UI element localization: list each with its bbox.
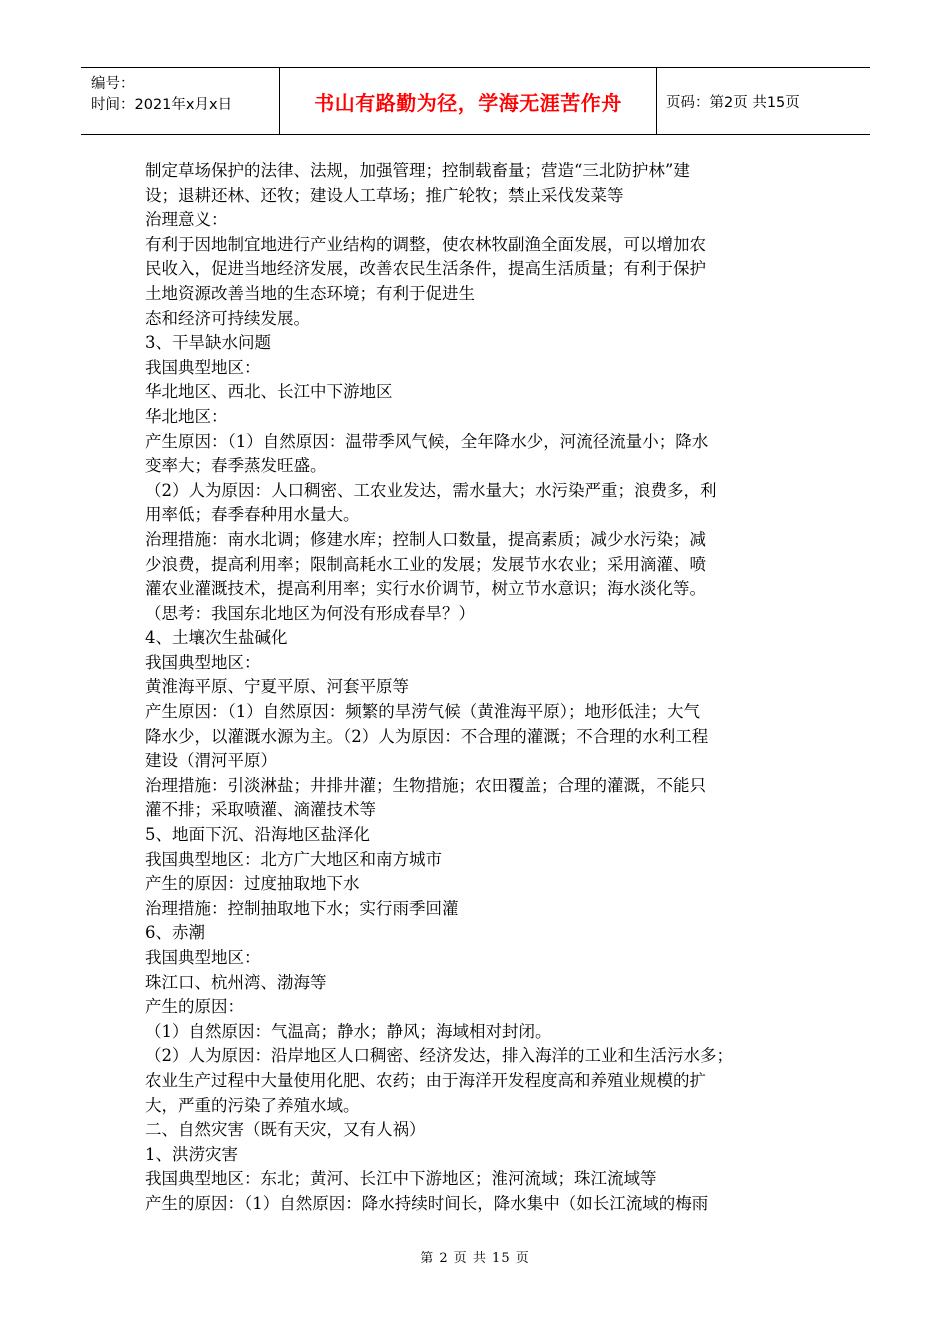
body-line: 农业生产过程中大量使用化肥、农药；由于海洋开发程度高和养殖业规模的扩 [145, 1070, 706, 1090]
body-line: 态和经济可持续发展。 [145, 308, 310, 328]
body-line: 治理措施：控制抽取地下水；实行雨季回灌 [145, 898, 459, 918]
body-line: 珠江口、杭州湾、渤海等 [145, 972, 327, 992]
body-line: 灌不排；采取喷灌、滴灌技术等 [145, 800, 376, 820]
body-line: 有利于因地制宜地进行产业结构的调整，使农林牧副渔全面发展，可以增加农 [145, 234, 706, 254]
header-divider [656, 68, 657, 134]
body-line: 产生的原因：过度抽取地下水 [145, 874, 360, 894]
body-line: 华北地区： [145, 406, 228, 426]
body-line: 设；退耕还林、还牧；建设人工草场；推广轮牧；禁止采伐发菜等 [145, 185, 624, 205]
header-meta [91, 74, 281, 116]
body-line: 我国典型地区： [145, 357, 261, 377]
date-label: 时间：2021年x月x日 [91, 97, 233, 113]
body-line: 我国典型地区：东北；黄河、长江中下游地区；淮河流域；珠江流域等 [145, 1169, 657, 1189]
body-line: 降水少，以灌溉水源为主。（2）人为原因：不合理的灌溉；不合理的水利工程 [145, 726, 709, 746]
body-line: 土地资源改善当地的生态环境；有利于促进生 [145, 283, 475, 303]
page-header [81, 67, 870, 135]
body-line: 产生原因：（1）自然原因：频繁的旱涝气候（黄淮海平原）；地形低洼；大气 [145, 702, 700, 722]
body-line: 民收入，促进当地经济发展，改善农民生活条件，提高生活质量；有利于保护 [145, 259, 706, 279]
body-line: 灌农业灌溉技术，提高利用率；实行水价调节，树立节水意识；海水淡化等。 [145, 579, 706, 599]
document-body [145, 159, 810, 1217]
body-line: 华北地区、西北、长江中下游地区 [145, 382, 393, 402]
body-line: 产生原因：（1）自然原因：温带季风气候，全年降水少，河流径流量小；降水 [145, 431, 709, 451]
header-page-info: 页码：第2页 共15页 [666, 94, 800, 111]
header-motto: 书山有路勤为径，学海无涯苦作舟 [314, 90, 622, 115]
body-line: 5、地面下沉、沿海地区盐泽化 [145, 825, 370, 845]
body-line: 黄淮海平原、宁夏平原、河套平原等 [145, 677, 409, 697]
body-line: 3、干旱缺水问题 [145, 333, 271, 353]
body-line: （思考：我国东北地区为何没有形成春旱？） [145, 603, 475, 623]
body-line: （2）人为原因：人口稠密、工农业发达，需水量大；水污染严重；浪费多，利 [145, 480, 717, 500]
body-line: 我国典型地区： [145, 948, 261, 967]
serial-label: 编号： [91, 76, 135, 92]
body-line: 治理措施：引淡淋盐；井排井灌；生物措施；农田覆盖；合理的灌溉，不能只 [145, 775, 706, 795]
body-line: 制定草场保护的法律、法规，加强管理；控制载畜量；营造“三北防护林”建 [145, 161, 690, 180]
body-line: 二、自然灾害（既有天灾，又有人祸） [145, 1120, 426, 1140]
body-line: （2）人为原因：沿岸地区人口稠密、经济发达，排入海洋的工业和生活污水多； [145, 1046, 733, 1066]
body-line: 建设（渭河平原） [145, 751, 277, 771]
body-line: 产生的原因：（1）自然原因：降水持续时间长，降水集中（如长江流域的梅雨 [145, 1193, 709, 1213]
body-line: 我国典型地区：北方广大地区和南方城市 [145, 849, 442, 869]
body-line: 大，严重的污染了养殖水域。 [145, 1095, 360, 1115]
body-line: 治理措施：南水北调；修建水库；控制人口数量，提高素质；减少水污染；减 [145, 529, 706, 549]
body-line: 1、洪涝灾害 [145, 1144, 238, 1164]
body-line: 用率低；春季春种用水量大。 [145, 505, 360, 525]
body-line: 4、土壤次生盐碱化 [145, 628, 288, 648]
body-line: 我国典型地区： [145, 652, 261, 672]
body-line: 产生的原因： [145, 997, 244, 1017]
page-footer: 第 2 页 共 15 页 [420, 1251, 530, 1266]
body-line: 6、赤潮 [145, 923, 205, 943]
body-line: 变率大；春季蒸发旺盛。 [145, 456, 327, 476]
body-line: 治理意义： [145, 210, 228, 230]
body-line: （1）自然原因：气温高；静水；静风；海域相对封闭。 [145, 1021, 552, 1041]
body-line: 少浪费，提高利用率；限制高耗水工业的发展；发展节水农业；采用滴灌、喷 [145, 554, 706, 574]
